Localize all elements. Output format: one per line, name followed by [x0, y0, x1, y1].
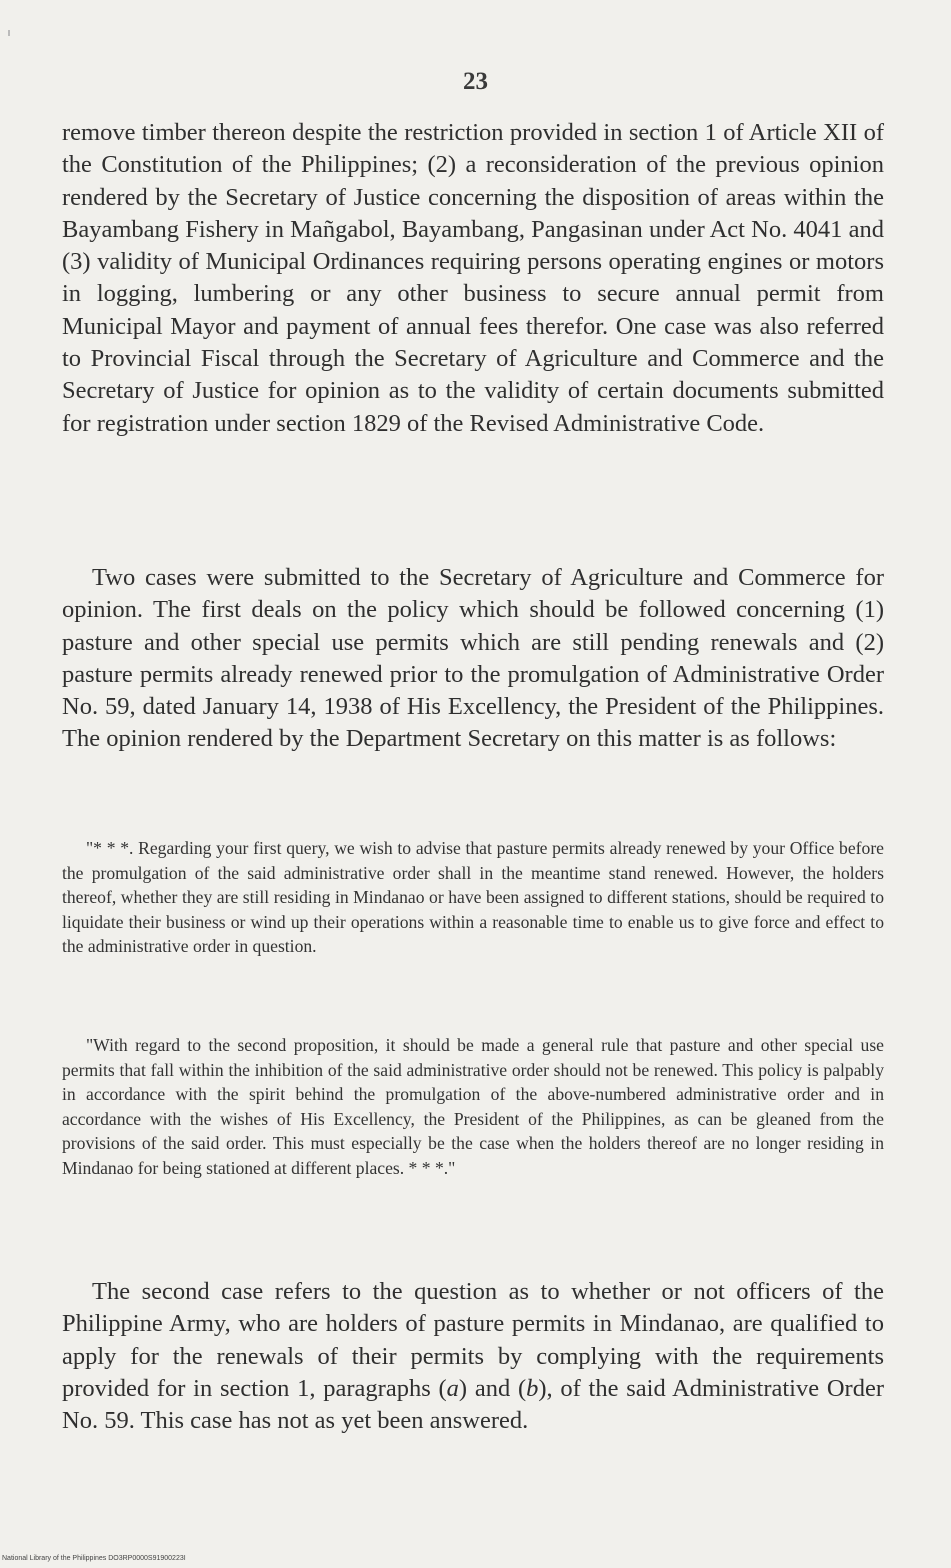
paragraph-second-case: [62, 1276, 884, 1437]
paragraph-letter-b: b: [526, 1374, 539, 1402]
scan-artifact-mark: [8, 30, 10, 36]
paragraph-letter-a: a: [446, 1374, 459, 1402]
quote-paragraph-second-proposition: "With regard to the second proposition, it should be made a general rule that pasture and other special use permits that fall within the inhibition of the said administrative order should not be renewed. This policy is palpably in accordance with the spirit behind the promulgation of the above-numbered administrative order and in accordance with the wishes of His Excellency, the President of the Philippines, as can be gleaned from the provisions of the said order. This must especially be the case when the holders thereof are no longer residing in Mindanao for being stationed at different places. * * *.": [62, 1035, 884, 1178]
closing-text-middle: ) and (: [458, 1374, 527, 1402]
library-scan-stamp: National Library of the Philippines DO3RP0000S91900223I: [2, 1555, 186, 1562]
page-number: 23: [463, 68, 488, 95]
quote-paragraph-first-query: "* * *. Regarding your first query, we wish to advise that pasture permits already renewed by your Office before the promulgation of the said administrative order shall in the meantime stand renewed. However, the holders thereof, whether they are still residing in Mindanao or have been assigned to different stations, should be required to liquidate their business or wind up their operations within a reasonable time to enable us to give force and effect to the administrative order in question.: [62, 838, 884, 957]
closing-text-start: The second case refers to the question as to whether or not officers of the Philippine Army, who are holders of pasture permits in Mindanao, are qualified to apply for the renewals of their permits by complying with the requirements provided for in section 1, paragraphs (: [62, 1278, 884, 1402]
paragraph-opinions-continued: remove timber thereon despite the restriction provided in section 1 of Article XII of the Constitution of the Philippines; (2) a reconsideration of the previous opinion rendered by the Secretary of Justice concerning the disposition of areas within the Bayambang Fishery in Mañgabol, Bayambang, Pangasinan under Act No. 4041 and (3) validity of Municipal Ordinances requiring persons operating engines or motors in logging, lumbering or any other business to secure annual permit from Municipal Mayor and payment of annual fees therefor. One case was also referred to Provincial Fiscal through the Secretary of Agriculture and Commerce and the Secretary of Justice for opinion as to the validity of certain documents submitted for registration under section 1829 of the Revised Administrative Code.: [62, 119, 884, 437]
closing-text-end: ), of the said Administrative Order No. 59. This case has not as yet been answered.: [62, 1374, 884, 1435]
paragraph-cases-submitted: Two cases were submitted to the Secretary of Agriculture and Commerce for opinion. The first deals on the policy which should be followed concerning (1) pasture and other special use permits which are still pending renewals and (2) pasture permits already renewed prior to the promulgation of Administrative Order No. 59, dated January 14, 1938 of His Excellency, the President of the Philippines. The opinion rendered by the Department Secretary on this matter is as follows:: [62, 564, 884, 753]
